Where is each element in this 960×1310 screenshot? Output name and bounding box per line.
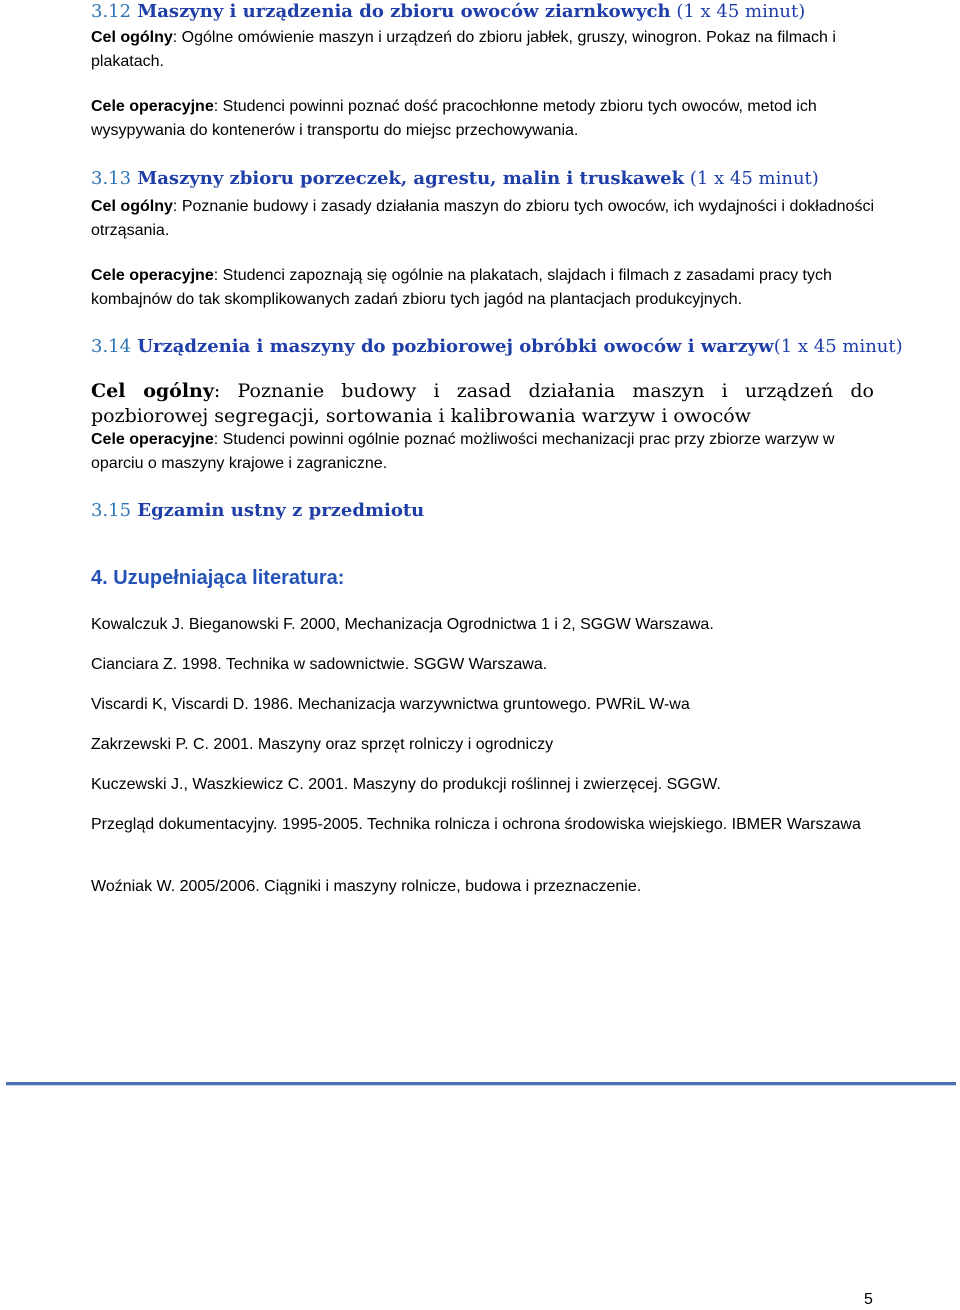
literature-item: Kuczewski J., Waszkiewicz C. 2001. Maszyny do produkcji roślinnej i zwierzęcej. SGGW. [91,776,721,793]
literature-item: Kowalczuk J. Bieganowski F. 2000, Mechanizacja Ogrodnictwa 1 i 2, SGGW Warszawa. [91,616,714,633]
section-duration: (1 x 45 minut) [773,336,903,357]
section-duration: (1 x 45 minut) [670,1,806,22]
section-3-12-goal [91,26,874,74]
literature-item: Viscardi K, Viscardi D. 1986. Mechanizacja warzywnictwa gruntowego. PWRiL W-wa [91,696,690,713]
literature-heading: 4. Uzupełniająca literatura: [91,567,345,589]
operational-label: Cele operacyjne [91,431,214,448]
goal-text: : Poznanie budowy i zasady działania maszyn do zbioru tych owoców, ich wydajności i dokładności otrząsania. [91,198,875,239]
section-3-13-heading [91,167,874,191]
section-title: Urządzenia i maszyny do pozbiorowej obróbki owoców i warzyw [131,336,774,357]
section-3-14-operational [91,428,874,476]
section-number: 3.14 [91,336,132,357]
literature-item: Woźniak W. 2005/2006. Ciągniki i maszyny rolnicze, budowa i przeznaczenie. [91,878,642,895]
section-title: Egzamin ustny z przedmiotu [131,500,425,521]
operational-label: Cele operacyjne [91,98,214,115]
page-number: 5 [864,1291,873,1308]
section-3-12-operational [91,95,874,143]
section-3-13-operational [91,264,874,312]
literature-item: Przegląd dokumentacyjny. 1995-2005. Technika rolnicza i ochrona środowiska wiejskiego. IBMER Warszawa [91,816,861,833]
footer-divider [6,1082,956,1086]
section-3-15-heading [91,499,874,523]
section-title: Maszyny zbioru porzeczek, agrestu, malin i truskawek [131,168,685,189]
section-title: Maszyny i urządzenia do zbioru owoców ziarnkowych [131,1,671,22]
section-number: 3.15 [91,500,132,521]
section-3-14-goal [91,379,874,429]
section-duration: (1 x 45 minut) [684,168,819,189]
section-number: 3.13 [91,168,132,189]
section-3-12-heading [91,0,874,24]
goal-label: Cel ogólny [91,198,173,215]
goal-label: Cel ogólny [91,29,173,46]
operational-label: Cele operacyjne [91,267,214,284]
goal-label: Cel ogólny [91,380,214,402]
section-3-13-goal [91,195,874,243]
literature-item: Zakrzewski P. C. 2001. Maszyny oraz sprzęt rolniczy i ogrodniczy [91,736,554,753]
goal-text: : Ogólne omówienie maszyn i urządzeń do zbioru jabłek, gruszy, winogron. Pokaz na filmach i plakatach. [91,29,836,70]
section-number: 3.12 [91,1,132,22]
literature-item: Cianciara Z. 1998. Technika w sadownictwie. SGGW Warszawa. [91,656,548,673]
operational-text: : Studenci powinni ogólnie poznać możliwości mechanizacji prac przy zbiorze warzyw w oparciu o maszyny krajowe i zagraniczne. [91,431,835,472]
operational-text: : Studenci powinni poznać dość pracochłonne metody zbioru tych owoców, metod ich wysypywania do kontenerów i transportu do miejsc przechowywania. [91,98,817,139]
section-3-14-heading [91,335,903,359]
goal-text: : Poznanie budowy i zasad działania maszyn i urządzeń do pozbiorowej segregacji, sortowania i kalibrowania warzyw i owoców [91,380,874,427]
operational-text: : Studenci zapoznają się ogólnie na plakatach, slajdach i filmach z zasadami pracy tych kombajnów do tak skomplikowanych zadań zbioru tych jagód na plantacjach produkcyjnych. [91,267,832,308]
